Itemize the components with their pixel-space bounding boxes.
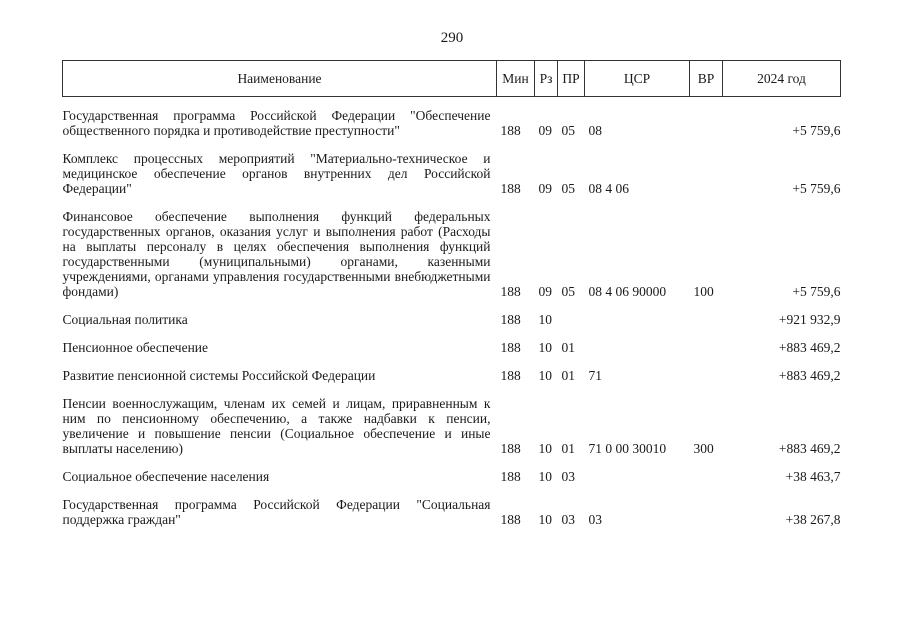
table-row (63, 356, 841, 384)
table-row (63, 197, 841, 300)
row-rz: 10 (538, 312, 552, 327)
row-vr (690, 300, 723, 328)
row-rz: 10 (538, 441, 552, 456)
table-body (63, 97, 841, 529)
row-pr: 05 (561, 181, 575, 196)
row-min: 188 (500, 181, 521, 196)
row-rz: 09 (538, 181, 552, 196)
row-amount: +38 463,7 (785, 469, 841, 484)
row-amount: +883 469,2 (778, 441, 841, 456)
row-vr (690, 485, 723, 528)
table-row (63, 457, 841, 485)
row-amount: +883 469,2 (778, 340, 841, 355)
row-rz: 10 (538, 469, 552, 484)
row-rz: 09 (538, 284, 552, 299)
row-min: 188 (500, 340, 521, 355)
header-pr: ПР (558, 61, 585, 97)
row-vr: 100 (693, 284, 714, 299)
row-pr: 03 (561, 512, 575, 527)
row-csr (585, 300, 690, 328)
row-amount: +5 759,6 (792, 123, 841, 138)
row-amount: +921 932,9 (778, 312, 841, 327)
header-year: 2024 год (723, 61, 841, 97)
table-row (63, 384, 841, 457)
row-vr: 300 (693, 441, 714, 456)
row-csr (585, 457, 690, 485)
budget-table (62, 60, 841, 528)
table-row (63, 300, 841, 328)
header-vr: ВР (690, 61, 723, 97)
row-pr: 05 (561, 123, 575, 138)
page-number: 290 (440, 30, 464, 46)
row-csr: 03 (588, 512, 602, 527)
row-name: Государственная программа Российской Федерации "Обеспечение общественного порядка и противодействие преступности" (62, 108, 491, 138)
row-min: 188 (500, 368, 521, 383)
table-row (63, 139, 841, 197)
row-name: Комплекс процессных мероприятий "Материально-техническое и медицинское обеспечение органов внутренних дел Российской Федерации" (62, 151, 491, 196)
row-name: Социальная политика (62, 312, 188, 327)
table-row (63, 328, 841, 356)
row-csr: 71 (588, 368, 602, 383)
row-name: Развитие пенсионной системы Российской Федерации (62, 368, 376, 383)
row-vr (690, 97, 723, 140)
row-name: Социальное обеспечение населения (62, 469, 270, 484)
row-amount: +883 469,2 (778, 368, 841, 383)
row-pr (558, 300, 585, 328)
row-vr (690, 356, 723, 384)
row-min: 188 (500, 284, 521, 299)
row-csr: 08 4 06 90000 (588, 284, 667, 299)
row-name: Финансовое обеспечение выполнения функций федеральных государственных органов, оказания услуг и выполнения работ (Расходы на выплаты персоналу в целях обеспечения выполнения функций государственными (муниципальными) органами, казенными учреждениями, органами управления государственными внебюджетными фондами) (62, 209, 491, 299)
row-csr: 71 0 00 30010 (588, 441, 667, 456)
row-csr (585, 328, 690, 356)
row-name: Пенсии военнослужащим, членам их семей и лицам, приравненным к ним по пенсионному обеспечению, а также надбавки к пенсии, увеличение и повышение пенсии (Социальное обеспечение и иные выплаты населению) (62, 396, 491, 456)
row-pr: 01 (561, 441, 575, 456)
row-min: 188 (500, 469, 521, 484)
row-name: Пенсионное обеспечение (62, 340, 209, 355)
row-amount: +5 759,6 (792, 284, 841, 299)
table-row (63, 97, 841, 140)
row-amount: +5 759,6 (792, 181, 841, 196)
row-rz: 10 (538, 368, 552, 383)
row-vr (690, 328, 723, 356)
row-rz: 10 (538, 512, 552, 527)
row-pr: 01 (561, 340, 575, 355)
row-pr: 01 (561, 368, 575, 383)
row-csr: 08 (588, 123, 602, 138)
table-header (63, 61, 841, 97)
row-min: 188 (500, 312, 521, 327)
row-min: 188 (500, 512, 521, 527)
header-csr: ЦСР (585, 61, 690, 97)
row-min: 188 (500, 441, 521, 456)
row-amount: +38 267,8 (785, 512, 841, 527)
header-name: Наименование (63, 61, 497, 97)
row-pr: 03 (561, 469, 575, 484)
row-rz: 10 (538, 340, 552, 355)
row-name: Государственная программа Российской Федерации "Социальная поддержка граждан" (62, 497, 491, 527)
row-vr (690, 457, 723, 485)
row-pr: 05 (561, 284, 575, 299)
header-min: Мин (497, 61, 535, 97)
table-row (63, 485, 841, 528)
row-csr: 08 4 06 (588, 181, 629, 196)
row-rz: 09 (538, 123, 552, 138)
row-min: 188 (500, 123, 521, 138)
row-vr (690, 139, 723, 197)
header-rz: Рз (535, 61, 558, 97)
